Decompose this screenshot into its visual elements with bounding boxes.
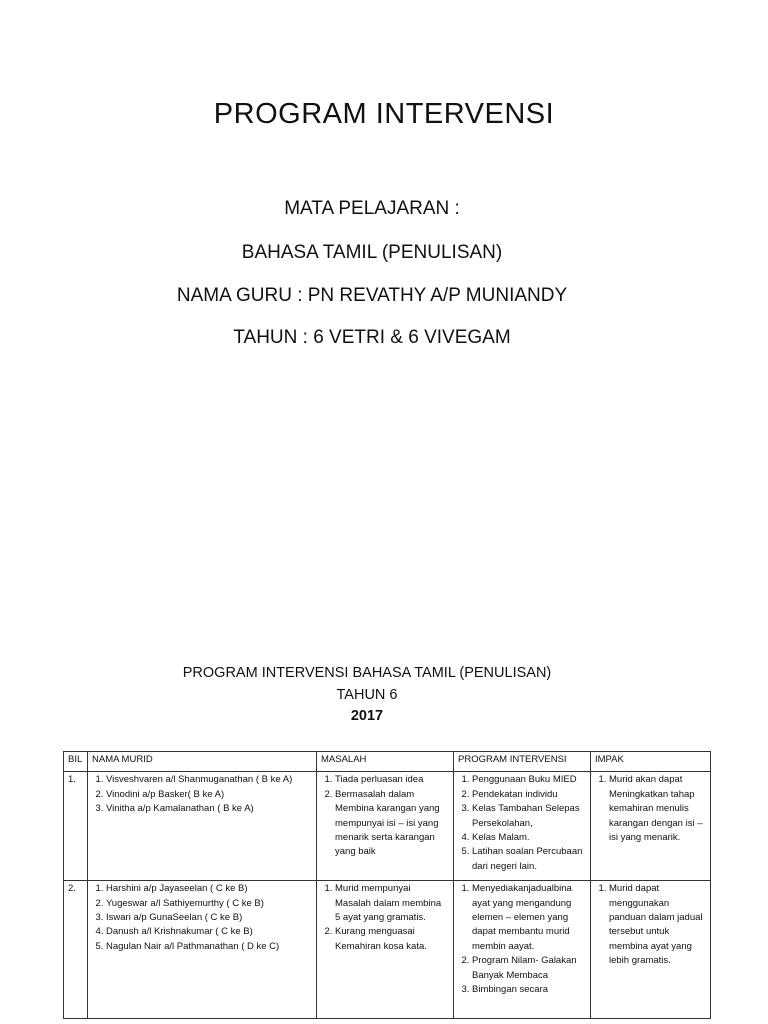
header-bil: BIL bbox=[64, 752, 88, 772]
problems-cell bbox=[317, 772, 454, 881]
programs-list bbox=[458, 773, 586, 874]
impacts-list bbox=[595, 882, 706, 968]
header-impak: IMPAK bbox=[591, 752, 711, 772]
row-number: 1. bbox=[64, 772, 88, 881]
students-cell bbox=[88, 772, 317, 881]
row-number: 2. bbox=[64, 881, 88, 1019]
list-item: 2. Pendekatan individu bbox=[472, 788, 586, 802]
programs-list bbox=[458, 882, 586, 997]
table-row bbox=[64, 772, 711, 881]
header-program-intervensi: PROGRAM INTERVENSI bbox=[454, 752, 591, 772]
impacts-cell bbox=[591, 772, 711, 881]
list-item: 2. Bermasalah dalam Membina karangan yang mempunyai isi – isi yang menarik serta karangan yang baik bbox=[335, 788, 449, 860]
list-item: 3. Kelas Tambahan Selepas Persekolahan, bbox=[472, 802, 586, 831]
table-header-row bbox=[64, 752, 711, 772]
list-item: 1. Murid akan dapat Meningkatkan tahap kemahiran menulis karangan dengan isi –isi yang menarik. bbox=[609, 773, 706, 845]
list-item: 2. Yugeswar a/l Sathiyemurthy ( C ke B) bbox=[106, 897, 312, 911]
list-item: 1. Tiada perluasan idea bbox=[335, 773, 449, 787]
problems-list bbox=[321, 773, 449, 859]
programs-cell bbox=[454, 881, 591, 1019]
students-list bbox=[92, 773, 312, 816]
list-item: 5. Latihan soalan Percubaan dari negeri lain. bbox=[472, 845, 586, 874]
impacts-cell bbox=[591, 881, 711, 1019]
section-grade: TAHUN 6 bbox=[336, 687, 398, 703]
list-item: 1. Menyediakanjadualbina ayat yang mengandung elemen – elemen yang dapat membantu murid membin aayat. bbox=[472, 882, 586, 954]
students-list bbox=[92, 882, 312, 954]
problems-cell bbox=[317, 881, 454, 1019]
impacts-list bbox=[595, 773, 706, 845]
list-item: 4. Danush a/l Krishnakumar ( C ke B) bbox=[106, 925, 312, 939]
list-item: 1. Visveshvaren a/l Shanmuganathan ( B ke A) bbox=[106, 773, 312, 787]
intervention-table bbox=[63, 751, 711, 1019]
page-title: PROGRAM INTERVENSI bbox=[213, 98, 555, 130]
list-item: 1. Penggunaan Buku MIED bbox=[472, 773, 586, 787]
list-item: 5. Nagulan Nair a/l Pathmanathan ( D ke C) bbox=[106, 940, 312, 954]
students-cell bbox=[88, 881, 317, 1019]
list-item: 3. Vinitha a/p Kamalanathan ( B ke A) bbox=[106, 802, 312, 816]
programs-cell bbox=[454, 772, 591, 881]
list-item: 4. Kelas Malam. bbox=[472, 831, 586, 845]
class-year: TAHUN : 6 VETRI & 6 VIVEGAM bbox=[233, 327, 511, 348]
list-item: 2. Kurang menguasai Kemahiran kosa kata. bbox=[335, 925, 449, 954]
list-item: 1. Murid mempunyai Masalah dalam membina 5 ayat yang gramatis. bbox=[335, 882, 449, 925]
subject-value: BAHASA TAMIL (PENULISAN) bbox=[241, 242, 503, 263]
header-nama-murid: NAMA MURID bbox=[88, 752, 317, 772]
teacher-name: NAMA GURU : PN REVATHY A/P MUNIANDY bbox=[176, 285, 568, 306]
section-year: 2017 bbox=[350, 708, 384, 724]
problems-list bbox=[321, 882, 449, 954]
list-item: 2. Program Nilam- Galakan Banyak Membaca bbox=[472, 954, 586, 983]
list-item: 1. Harshini a/p Jayaseelan ( C ke B) bbox=[106, 882, 312, 896]
list-item: 1. Murid dapat menggunakan panduan dalam jadual tersebut untuk membina ayat yang lebih gramatis. bbox=[609, 882, 706, 968]
section-title: PROGRAM INTERVENSI BAHASA TAMIL (PENULISAN) bbox=[182, 665, 552, 681]
subject-label: MATA PELAJARAN : bbox=[284, 198, 460, 219]
table-row bbox=[64, 881, 711, 1019]
list-item: 2. Vinodini a/p Basker( B ke A) bbox=[106, 788, 312, 802]
list-item: 3. Iswari a/p GunaSeelan ( C ke B) bbox=[106, 911, 312, 925]
header-masalah: MASALAH bbox=[317, 752, 454, 772]
list-item: 3. Bimbingan secara bbox=[472, 983, 586, 997]
